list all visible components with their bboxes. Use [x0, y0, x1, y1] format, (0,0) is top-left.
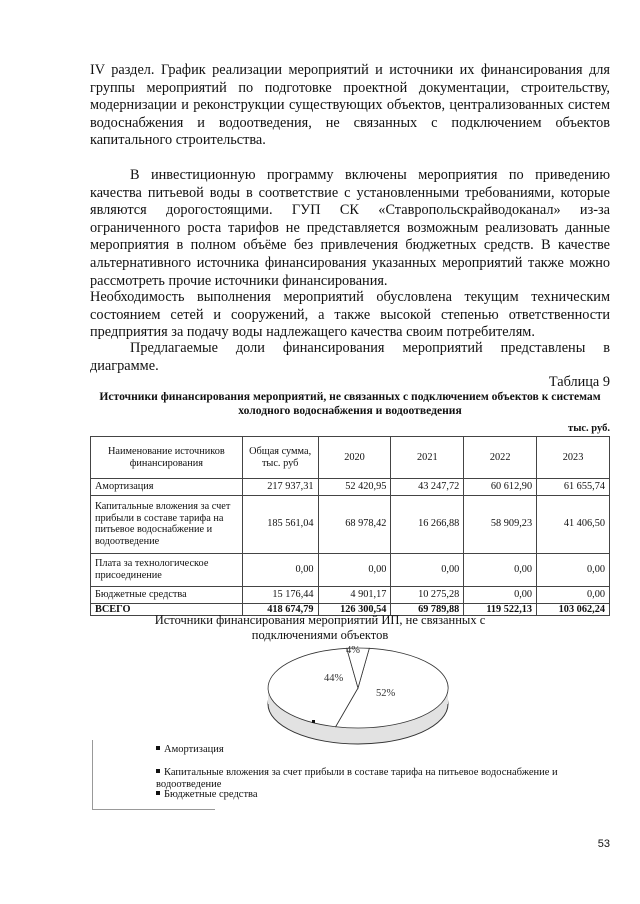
- cell-value: 69 789,88: [391, 603, 464, 616]
- legend-marker: [156, 769, 160, 773]
- section-heading-paragraph: IV раздел. График реализации мероприятий и источники их финансирования для группы мероприятий по подготовке проектной документации, строительству, модернизации и реконструкции существующих объектов, централизованных систем водоснабжения и водоотведения, не связанных с подключением объектов капитального строительства.: [90, 62, 610, 149]
- table-row: [91, 586, 610, 603]
- cell-value: 58 909,23: [464, 495, 537, 553]
- cell-value: 61 655,74: [537, 479, 610, 496]
- slice-marker: [312, 720, 315, 723]
- cell-value: 0,00: [391, 553, 464, 586]
- chart-title: Источники финансирования мероприятий ИП, не связанных с подключениями объектов: [154, 613, 486, 642]
- cell-value: 41 406,50: [537, 495, 610, 553]
- cell-value: 0,00: [318, 553, 391, 586]
- investment-paragraph: В инвестиционную программу включены мероприятия по приведению качества питьевой воды в соответствие с установленными требованиями, которые являются дорогостоящими. ГУП СК «Ставропольскрайводоканал» из-за ограниченного роста тарифов не представляется возможным реализовать данные мероприятия в полном объёме без привлечения бюджетных средств. В качестве альтернативного источника финансирования указанных мероприятий также можно рассмотреть прочие источники финансирования.: [90, 167, 610, 289]
- table-number: Таблица 9: [548, 374, 610, 390]
- cell-value: 4 901,17: [318, 586, 391, 603]
- header-cell: Общая сумма, тыс. руб: [242, 437, 318, 479]
- cell-value: 52 420,95: [318, 479, 391, 496]
- cell-value: 0,00: [242, 553, 318, 586]
- necessity-paragraph: Необходимость выполнения мероприятий обусловлена текущим техническим состоянием сетей и сооружений, а также высокой степенью ответственности предприятия за подачу воды надлежащего качества своим потребителям.: [90, 289, 610, 341]
- header-cell: 2020: [318, 437, 391, 479]
- cell-value: 16 266,88: [391, 495, 464, 553]
- cell-value: 0,00: [537, 553, 610, 586]
- cell-value: 185 561,04: [242, 495, 318, 553]
- legend-label: Капитальные вложения за счет прибыли в составе тарифа на питьевое водоснабжение и водоотведение: [156, 767, 558, 790]
- row-label: Плата за технологическое присоединение: [91, 553, 243, 586]
- financing-table: [90, 436, 610, 616]
- cell-value: 0,00: [537, 586, 610, 603]
- legend-marker: [156, 746, 160, 750]
- row-label: Амортизация: [91, 479, 243, 496]
- shares-paragraph: Предлагаемые доли финансирования мероприятий представлены в диаграмме.: [90, 340, 610, 374]
- legend-label: Бюджетные средства: [164, 789, 258, 800]
- cell-value: 68 978,42: [318, 495, 391, 553]
- header-cell: Наименование источников финансирования: [91, 437, 243, 479]
- cell-value: 217 937,31: [242, 479, 318, 496]
- header-cell: 2021: [391, 437, 464, 479]
- legend-item: [156, 789, 258, 801]
- cell-value: 418 674,79: [242, 603, 318, 616]
- cell-value: 103 062,24: [537, 603, 610, 616]
- header-cell: 2023: [537, 437, 610, 479]
- cell-value: 10 275,28: [391, 586, 464, 603]
- slice-label: 4%: [346, 645, 360, 656]
- legend-item: [156, 744, 224, 756]
- row-label: Бюджетные средства: [91, 586, 243, 603]
- table-units: тыс. руб.: [568, 423, 610, 434]
- table-header-row: [91, 437, 610, 479]
- legend-label: Амортизация: [164, 744, 224, 755]
- cell-value: 15 176,44: [242, 586, 318, 603]
- cell-value: 126 300,54: [318, 603, 391, 616]
- table-title: Источники финансирования мероприятий, не связанных с подключением объектов к системам холодного водоснабжения и водоотведения: [99, 390, 601, 417]
- table-row: [91, 479, 610, 496]
- cell-value: 60 612,90: [464, 479, 537, 496]
- cell-value: 0,00: [464, 586, 537, 603]
- legend-marker: [156, 791, 160, 795]
- table-row: [91, 495, 610, 553]
- page-number: 53: [597, 838, 610, 850]
- cell-value: 43 247,72: [391, 479, 464, 496]
- slice-label: 52%: [376, 688, 396, 699]
- slice-label: 44%: [324, 673, 344, 684]
- pie-chart: [258, 640, 462, 752]
- legend-item: [156, 767, 586, 790]
- header-cell: 2022: [464, 437, 537, 479]
- cell-value: 0,00: [464, 553, 537, 586]
- table-row: [91, 553, 610, 586]
- row-label: ВСЕГО: [91, 603, 243, 616]
- row-label: Капитальные вложения за счет прибыли в составе тарифа на питьевое водоснабжение и водоотведение: [91, 495, 243, 553]
- cell-value: 119 522,13: [464, 603, 537, 616]
- pie-slices: [268, 648, 448, 728]
